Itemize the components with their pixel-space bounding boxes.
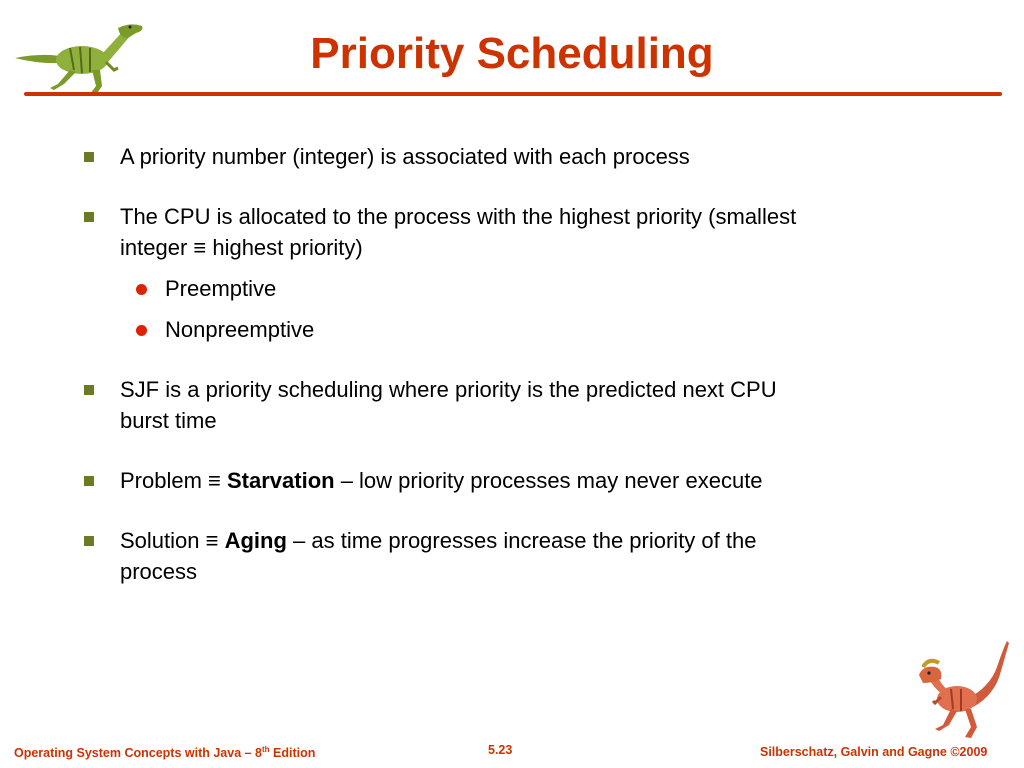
red-dinosaur-icon [905,637,1010,742]
round-bullet-icon [136,284,147,295]
square-bullet-icon [84,536,94,546]
footer-copyright: Silberschatz, Galvin and Gagne ©2009 [760,745,988,759]
bullet-prefix: Problem ≡ [120,468,227,493]
footer-title-end: Edition [269,746,316,761]
page-title: Priority Scheduling [310,29,714,78]
round-bullet-icon [136,325,147,336]
footer-title-sup: th [262,745,270,754]
bullet-text-line1: The CPU is allocated to the process with the highest priority (smallest [120,204,797,229]
bullet-text-line2: integer ≡ highest priority) [120,235,363,260]
bullet-suffix: – low priority processes may never execute [334,468,763,493]
footer-title-text: Operating System Concepts with Java – 8 [14,746,262,761]
bullet-prefix: Solution ≡ [120,528,225,553]
bullet-text-line1 [120,525,920,556]
footer-book-title [14,745,315,760]
page-number: 5.23 [488,743,513,757]
green-dinosaur-icon [10,18,145,98]
square-bullet-icon [84,152,94,162]
sub-bullet-text: Preemptive [165,276,277,301]
square-bullet-icon [84,476,94,486]
bullet-suffix: – as time progresses increase the priority of the [286,528,757,553]
bullet-text [120,465,920,496]
bullet-bold-term: Starvation [226,468,335,493]
sub-bullet-text: Nonpreemptive [165,317,315,342]
bullet-text-line1: SJF is a priority scheduling where priority is the predicted next CPU [120,377,777,402]
bullet-text: A priority number (integer) is associated with each process [120,144,690,169]
square-bullet-icon [84,212,94,222]
bullet-text-line2: process [120,559,198,584]
title-underline [24,92,1002,96]
square-bullet-icon [84,385,94,395]
bullet-bold-term: Aging [224,528,287,553]
bullet-text-line2: burst time [120,408,217,433]
